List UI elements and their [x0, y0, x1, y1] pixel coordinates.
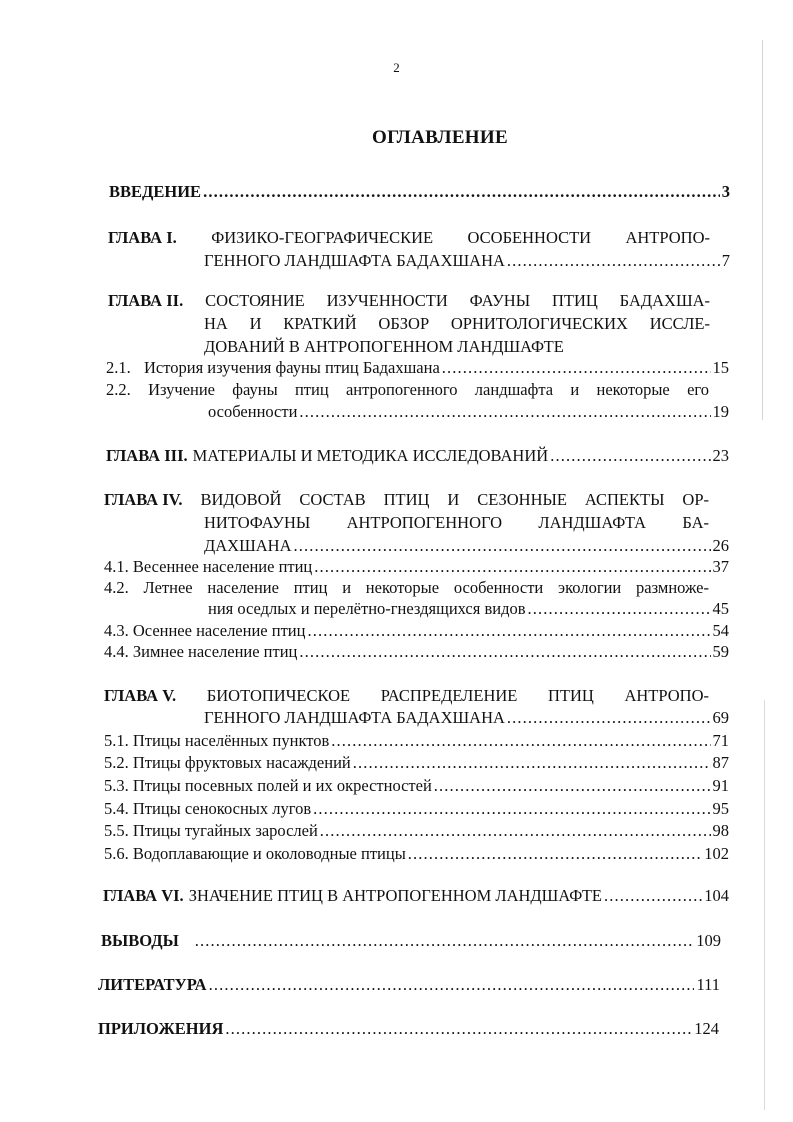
toc-entry-appendices[interactable] [98, 1019, 719, 1039]
toc-entry-4-2-line1[interactable] [104, 578, 709, 598]
scan-edge-line [764, 700, 765, 1110]
section-title: особенности [208, 402, 298, 421]
chapter-title: ГЕННОГО ЛАНДШАФТА БАДАХШАНА [204, 708, 505, 727]
toc-entry-5-5[interactable] [104, 821, 729, 841]
toc-entry-4-1[interactable] [104, 557, 729, 577]
entry-page: 37 [712, 557, 729, 576]
toc-entry-5-1[interactable] [104, 731, 729, 751]
entry-label: ВВЕДЕНИЕ [109, 182, 202, 201]
entry-page: 87 [712, 753, 729, 772]
toc-entry-2-2-line2[interactable] [208, 402, 729, 422]
dot-leader [195, 931, 694, 951]
chapter-title: ФИЗИКО-ГЕОГРАФИЧЕСКИЕ ОСОБЕННОСТИ АНТРОПО- [211, 228, 711, 247]
dot-leader [550, 446, 710, 466]
entry-page: 3 [721, 182, 730, 201]
section-title: История изучения фауны птиц Бадахшана [144, 358, 440, 377]
chapter-title: БИОТОПИЧЕСКОЕ РАСПРЕДЕЛЕНИЕ ПТИЦ АНТРОПО- [206, 686, 709, 705]
entry-page: 102 [704, 844, 729, 863]
toc-entry-chapter-2-line2 [204, 314, 710, 334]
section-title: 4.3. Осеннее население птиц [104, 621, 306, 640]
section-title: 5.5. Птицы тугайных зарослей [104, 821, 318, 840]
toc-entry-introduction[interactable] [109, 182, 730, 202]
chapter-title: ЗНАЧЕНИЕ ПТИЦ В АНТРОПОГЕННОМ ЛАНДШАФТЕ [188, 886, 602, 905]
chapter-label: ГЛАВА III. [106, 446, 188, 465]
dot-leader [507, 708, 711, 728]
chapter-label: ГЛАВА II. [108, 291, 184, 310]
toc-entry-2-1[interactable] [106, 358, 729, 378]
toc-entry-conclusions[interactable] [101, 931, 721, 951]
chapter-title: ДОВАНИЙ В АНТРОПОГЕННОМ ЛАНДШАФТЕ [204, 337, 564, 356]
section-title: 4.4. Зимнее население птиц [104, 642, 298, 661]
dot-leader [314, 557, 710, 577]
dot-leader [307, 621, 710, 641]
toc-entry-4-4[interactable] [104, 642, 729, 662]
toc-entry-5-3[interactable] [104, 776, 729, 796]
toc-entry-chapter-1-line1[interactable] [108, 228, 710, 248]
section-number: 2.1. [106, 358, 131, 377]
dot-leader [209, 975, 695, 995]
section-title: 5.2. Птицы фруктовых насаждений [104, 753, 351, 772]
entry-page: 109 [696, 931, 721, 950]
entry-page: 69 [712, 708, 729, 727]
toc-entry-chapter-6[interactable] [103, 886, 729, 906]
chapter-title: ГЕННОГО ЛАНДШАФТА БАДАХШАНА [204, 251, 505, 270]
toc-entry-chapter-5-line1[interactable] [104, 686, 709, 706]
dot-leader [507, 251, 720, 271]
entry-page: 95 [712, 799, 729, 818]
section-number: 2.2. [106, 380, 131, 399]
dot-leader [434, 776, 711, 796]
entry-label: ВЫВОДЫ [101, 931, 179, 950]
chapter-label: ГЛАВА V. [104, 686, 177, 705]
dot-leader [408, 844, 702, 864]
section-title: 4.1. Весеннее население птиц [104, 557, 313, 576]
section-title: 4.2. Летнее население птиц и некоторые особенности экологии размноже- [104, 578, 709, 597]
entry-page: 26 [712, 536, 729, 555]
section-title: 5.1. Птицы населённых пунктов [104, 731, 330, 750]
entry-page: 54 [712, 621, 729, 640]
dot-leader [299, 402, 710, 422]
chapter-title: НА И КРАТКИЙ ОБЗОР ОРНИТОЛОГИЧЕСКИХ ИССЛЕ- [204, 314, 710, 333]
chapter-label: ГЛАВА IV. [104, 490, 183, 509]
dot-leader [331, 731, 710, 751]
section-title: 5.4. Птицы сенокосных лугов [104, 799, 312, 818]
chapter-label: ГЛАВА I. [108, 228, 177, 247]
dot-leader [353, 753, 711, 773]
section-title: 5.3. Птицы посевных полей и их окрестностей [104, 776, 432, 795]
entry-page: 45 [712, 599, 729, 618]
page-number: 2 [393, 60, 400, 75]
dot-leader [313, 799, 710, 819]
toc-entry-5-4[interactable] [104, 799, 729, 819]
entry-page: 124 [694, 1019, 719, 1038]
entry-label: ПРИЛОЖЕНИЯ [98, 1019, 224, 1038]
toc-entry-chapter-4-line2 [204, 513, 709, 533]
section-title: ния оседлых и перелётно-гнездящихся видов [208, 599, 526, 618]
toc-entry-5-6[interactable] [104, 844, 729, 864]
entry-page: 19 [712, 402, 729, 421]
toc-entry-chapter-3[interactable] [106, 446, 729, 466]
entry-page: 111 [696, 975, 720, 994]
entry-page: 59 [712, 642, 729, 661]
toc-entry-chapter-4-line3[interactable] [204, 536, 729, 556]
dot-leader [604, 886, 702, 906]
chapter-title: ВИДОВОЙ СОСТАВ ПТИЦ И СЕЗОННЫЕ АСПЕКТЫ ОР- [200, 490, 709, 509]
entry-page: 98 [712, 821, 729, 840]
entry-page: 104 [704, 886, 729, 905]
chapter-title: НИТОФАУНЫ АНТРОПОГЕННОГО ЛАНДШАФТА БА- [204, 513, 709, 532]
entry-page: 71 [712, 731, 729, 750]
entry-page: 7 [721, 251, 730, 270]
toc-entry-literature[interactable] [98, 975, 720, 995]
chapter-label: ГЛАВА VI. [103, 886, 184, 905]
dot-leader [225, 1019, 692, 1039]
toc-entry-4-3[interactable] [104, 621, 729, 641]
toc-entry-4-2-line2[interactable] [208, 599, 729, 619]
dot-leader [293, 536, 710, 556]
dot-leader [528, 599, 711, 619]
toc-entry-chapter-5-line2[interactable] [204, 708, 729, 728]
toc-title: ОГЛАВЛЕНИЕ [372, 127, 508, 148]
dot-leader [320, 821, 711, 841]
entry-label: ЛИТЕРАТУРА [98, 975, 207, 994]
chapter-title: МАТЕРИАЛЫ И МЕТОДИКА ИССЛЕДОВАНИЙ [192, 446, 549, 465]
toc-entry-chapter-2-line1[interactable] [108, 291, 710, 311]
section-title: 5.6. Водоплавающие и околоводные птицы [104, 844, 406, 863]
toc-entry-chapter-2-line3 [204, 337, 564, 357]
scan-edge-line [762, 40, 763, 420]
dot-leader [203, 182, 720, 202]
section-title: Изучение фауны птиц антропогенного ландшафта и некоторые его [148, 380, 709, 399]
entry-page: 15 [712, 358, 729, 377]
toc-entry-chapter-4-line1[interactable] [104, 490, 709, 510]
toc-entry-2-2-line1[interactable] [106, 380, 709, 400]
dot-leader [442, 358, 711, 378]
entry-page: 91 [712, 776, 729, 795]
dot-leader [299, 642, 710, 662]
entry-page: 23 [712, 446, 729, 465]
chapter-title: ДАХШАНА [204, 536, 292, 555]
toc-entry-5-2[interactable] [104, 753, 729, 773]
toc-entry-chapter-1-line2[interactable] [204, 251, 730, 271]
chapter-title: СОСТОЯНИЕ ИЗУЧЕННОСТИ ФАУНЫ ПТИЦ БАДАХША- [205, 291, 710, 310]
